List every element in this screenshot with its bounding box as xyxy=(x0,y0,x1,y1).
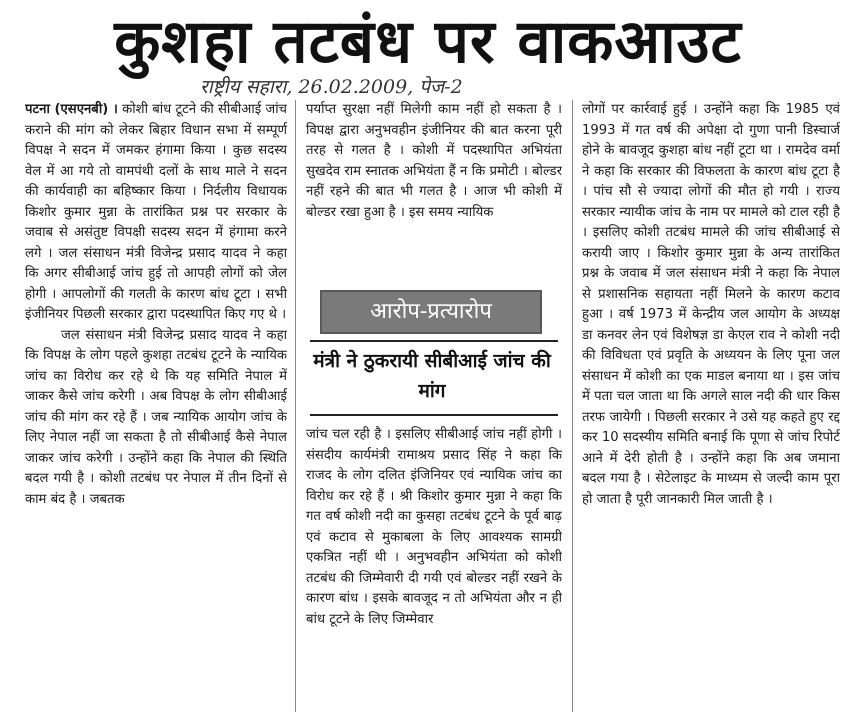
article-column-2-bottom xyxy=(306,425,562,715)
subhead-rule-top xyxy=(310,340,558,342)
headline: कुशहा तटबंध पर वाकआउट xyxy=(114,7,742,77)
column1-paragraph-2: जल संसाधन मंत्री विजेन्द्र प्रसाद यादव ने कहा कि विपक्ष के लोग पहले कुशहा तटबंध टूटने के न्यायिक जांच का विरोध कर रहे थे कि यह समिति नेपाल में जाकर कैसे जांच करेगी । अब विपक्ष के लोग सीबीआई जांच की मांग कर रहे हैं । जब न्यायिक आयोग जांच के लिए नेपाल नहीं जा सकता है तो सीबीआई कैसे नेपाल जाकर जांच करेगी । उन्होंने कहा कि नेपाल की स्थिति बदल गयी है । कोशी तटबंध पर नेपाल में तीन दिनों से काम बंद है । जबतक xyxy=(25,327,287,507)
column-divider-left xyxy=(295,100,296,712)
column3-text: लोगों पर कार्रवाई हुई । उन्होंने कहा कि 1985 एवं 1993 में गत वर्ष की अपेक्षा दो गुणा पानी डिस्चार्ज होने के बावजूद कुशहा बांध नहीं टूटा था । रामदेव वर्मा ने कहा कि सरकार की विफलता के कारण बांध टूटा है । पांच सौ से ज्यादा लोगों की मौत हो गयी । राज्य सरकार न्यायीक जांच के नाम पर मामले को टाल रही है । इसलिए कोशी तटबंध मामले की जांच सीबीआई से करायी जाए । किशोर कुमार मुन्ना के अन्य तारांकित प्रश्न के जवाब में जल संसाधन मंत्री ने कहा कि नेपाल से प्रशासनिक सहायता नहीं मिलने के कारण कटाव हुआ । वर्ष 1973 में केन्द्रीय जल आयोग के अध्यक्ष डा कनवर लेन एवं विशेषज्ञ डा केएल राव ने कोशी नदी की विविधता एवं प्रवृति के अध्ययन के लिए पूना जल संसाधन में कोशी का एक माडल बनाया था । इस जांच में पता चल जाता था कि अगले साल नदी की धार किस तरफ जायेगी । पिछली सरकार ने उसे यह कहते हुए रद्द कर 10 सदस्यीय समिति बनाई कि पूणा से जांच रिपोर्ट आने में देरी होती है । उन्होंने कहा कि अब जमाना बदल गया है । सेटेलाइट के माध्यम से जल्दी काम पूरा हो जाता है पूरी जानकारी मिल जाती है । xyxy=(582,102,840,507)
kicker-banner: आरोप-प्रत्यारोप xyxy=(320,290,542,334)
article-column-2-top xyxy=(306,100,562,275)
subhead-rule-bottom xyxy=(310,414,558,416)
column2-top-text: पर्याप्त सुरक्षा नहीं मिलेगी काम नहीं हो सकता है । विपक्ष द्वारा अनुभवहीन इंजीनियर की बात करना पूरी तरह से गलत है । कोशी में पदस्थापित अभियंता सुखदेव राम स्नातक अभियंता हैं न कि प्रमोटी । बोल्डर नहीं रहने की बात भी गलत है । आज भी कोशी में बोल्डर रखा हुआ है । इस समय न्यायिक xyxy=(306,102,562,220)
column1-paragraph-1: कोशी बांध टूटने की सीबीआई जांच कराने की मांग को लेकर बिहार विधान सभा में सम्पूर्ण विपक्ष ने सदन में जमकर हंगामा किया । कुछ सदस्य वेल में आ गये तो वामपंथी दलों के साथ माले ने सदन की कार्यवाही का बहिष्कार किया । निर्दलीय विधायक किशोर कुमार मुन्ना के तारांकित प्रश्न पर सरकार के जवाब से असंतुष्ट विपक्षी सदस्य सदन में हंगामा करने लगे । जल संसाधन मंत्री विजेन्द्र प्रसाद यादव ने कहा कि अगर सीबीआई जांच हुई तो आपही लोगों को जेल होगी । आपलोगों की गलती के कारण बांध टूटा । सभी इंजीनियर पिछली सरकार द्वारा पदस्थापित किए गए थे । xyxy=(25,102,287,322)
dateline: पटना (एसएनबी) । xyxy=(25,102,118,117)
article-column-3 xyxy=(582,100,840,712)
column2-bottom-text: जांच चल रही है । इसलिए सीबीआई जांच नहीं होगी । संसदीय कार्यमंत्री रामाश्रय प्रसाद सिंह ने कहा कि राजद के लोग दलित इंजिनियर एवं न्यायिक जांच का विरोध कर रहे हैं । श्री किशोर कुमार मुन्ना ने कहा कि गत वर्ष कोशी नदी का कुसहा तटबंध टूटने के पूर्व बाढ़ एवं कटाव से मुकाबला के लिए आवश्यक सामग्री एकत्रित नहीं थी । अनुभवहीन अभियंता को कोशी तटबंध की जिम्मेवारी दी गयी एवं बोल्डर नहीं रखने के कारण बांध । इसके बावजूद न तो अभियंता और न ही बांध टूटने के लिए जिम्मेवार xyxy=(306,427,562,627)
column-divider-right xyxy=(572,100,573,712)
handwritten-source-note: राष्ट्रीय सहारा, 26.02.2009, पेज-2 xyxy=(200,76,463,98)
sub-headline: मंत्री ने ठुकरायी सीबीआई जांच की मांग xyxy=(313,350,551,402)
article-column-1 xyxy=(25,100,287,712)
